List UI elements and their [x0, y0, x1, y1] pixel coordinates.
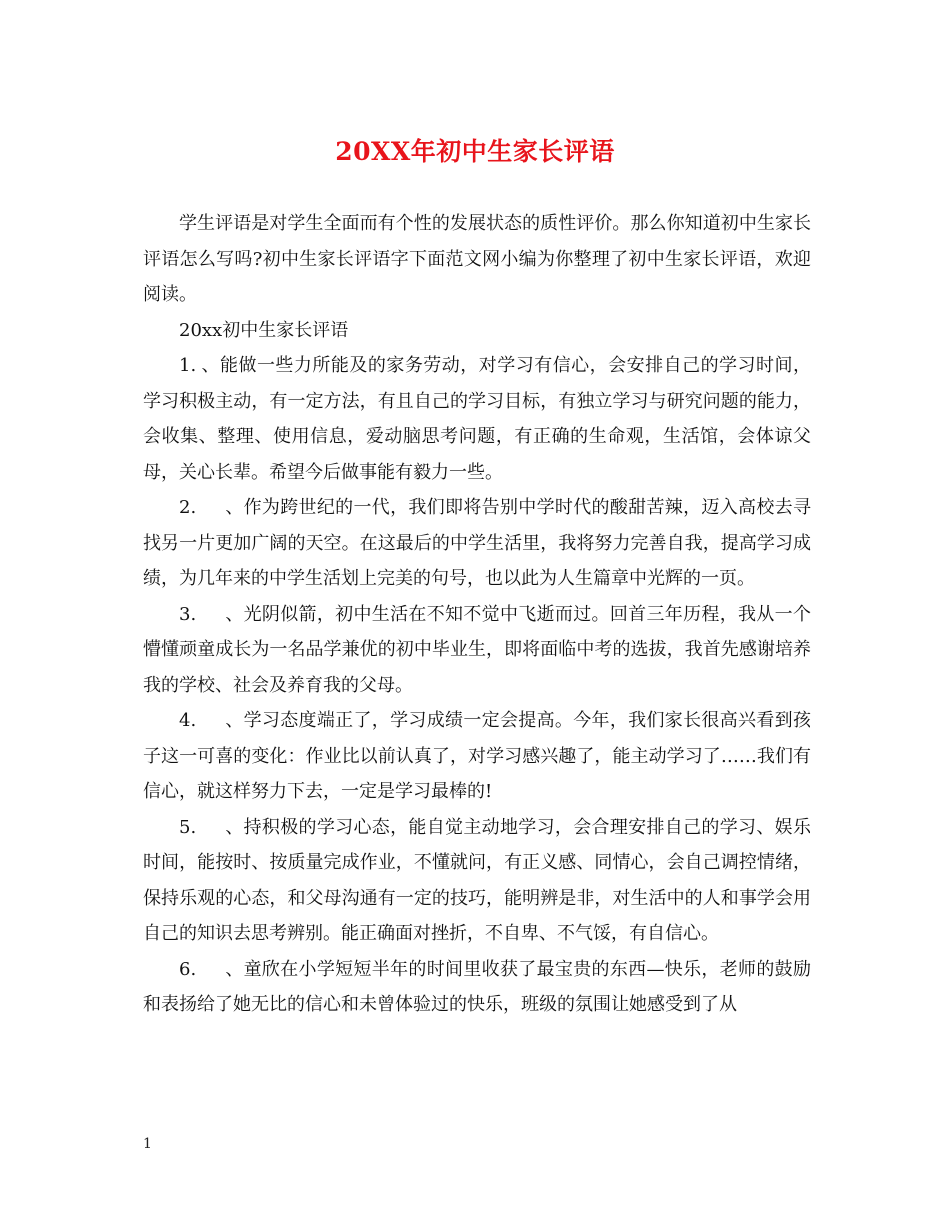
item-text: 、能做一些力所能及的家务劳动，对学习有信心，会安排自己的学习时间，学习积极主动，有一定方法，有且自己的学习目标，有独立学习与研究问题的能力，会收集、整理、使用信息，爱动脑思考问题，有正确的生命观，生活馆，会体谅父母，关心长辈。希望今后做事能有毅力一些。	[143, 355, 811, 483]
list-item	[143, 597, 811, 704]
subheading: 20xx初中生家长评语	[179, 319, 349, 341]
item-number: 2.	[179, 497, 197, 518]
item-text: 、童欣在小学短短半年的时间里收获了最宝贵的东西—快乐，老师的鼓励和表扬给了她无比的信心和未曾体验过的快乐，班级的氛围让她感受到了从	[143, 958, 811, 1015]
list-item	[143, 703, 811, 810]
document-body	[143, 206, 811, 1023]
item-text: 、学习态度端正了，学习成绩一定会提高。今年，我们家长很高兴看到孩子这一可喜的变化：作业比以前认真了，对学习感兴趣了，能主动学习了……我们有信心，就这样努力下去，一定是学习最棒的!	[143, 710, 811, 802]
intro-paragraph: 学生评语是对学生全面而有个性的发展状态的质性评价。那么你知道初中生家长评语怎么写吗?初中生家长评语字下面范文网小编为你整理了初中生家长评语，欢迎阅读。	[143, 213, 811, 305]
item-number: 5.	[179, 816, 197, 838]
item-number: 3.	[179, 603, 197, 625]
item-number: 1.	[179, 355, 197, 376]
item-text: 、作为跨世纪的一代，我们即将告别中学时代的酸甜苦辣，迈入高校去寻找另一片更加广阔的天空。在这最后的中学生活里，我将努力完善自我，提高学习成绩，为几年来的中学生活划上完美的句号，也以此为人生篇章中光辉的一页。	[143, 497, 811, 589]
item-number: 6.	[179, 958, 197, 980]
item-text: 、光阴似箭，初中生活在不知不觉中飞逝而过。回首三年历程，我从一个懵懂顽童成长为一名品学兼优的初中毕业生，即将面临中考的选拔，我首先感谢培养我的学校、社会及养育我的父母。	[143, 603, 811, 696]
item-number: 4.	[179, 710, 197, 731]
item-text: 、持积极的学习心态，能自觉主动地学习，会合理安排自己的学习、娱乐时间，能按时、按质量完成作业，不懂就问，有正义感、同情心，会自己调控情绪，保持乐观的心态，和父母沟通有一定的技巧，能明辨是非，对生活中的人和事学会用自己的知识去思考辨别。能正确面对挫折，不自卑、不气馁，有自信心。	[143, 816, 811, 944]
list-item	[143, 490, 811, 597]
list-item	[143, 952, 811, 1023]
list-item	[143, 810, 811, 952]
document-title: 20XX年初中生家长评语	[335, 137, 615, 166]
page-number: 1	[143, 1136, 152, 1152]
list-item	[143, 348, 811, 490]
